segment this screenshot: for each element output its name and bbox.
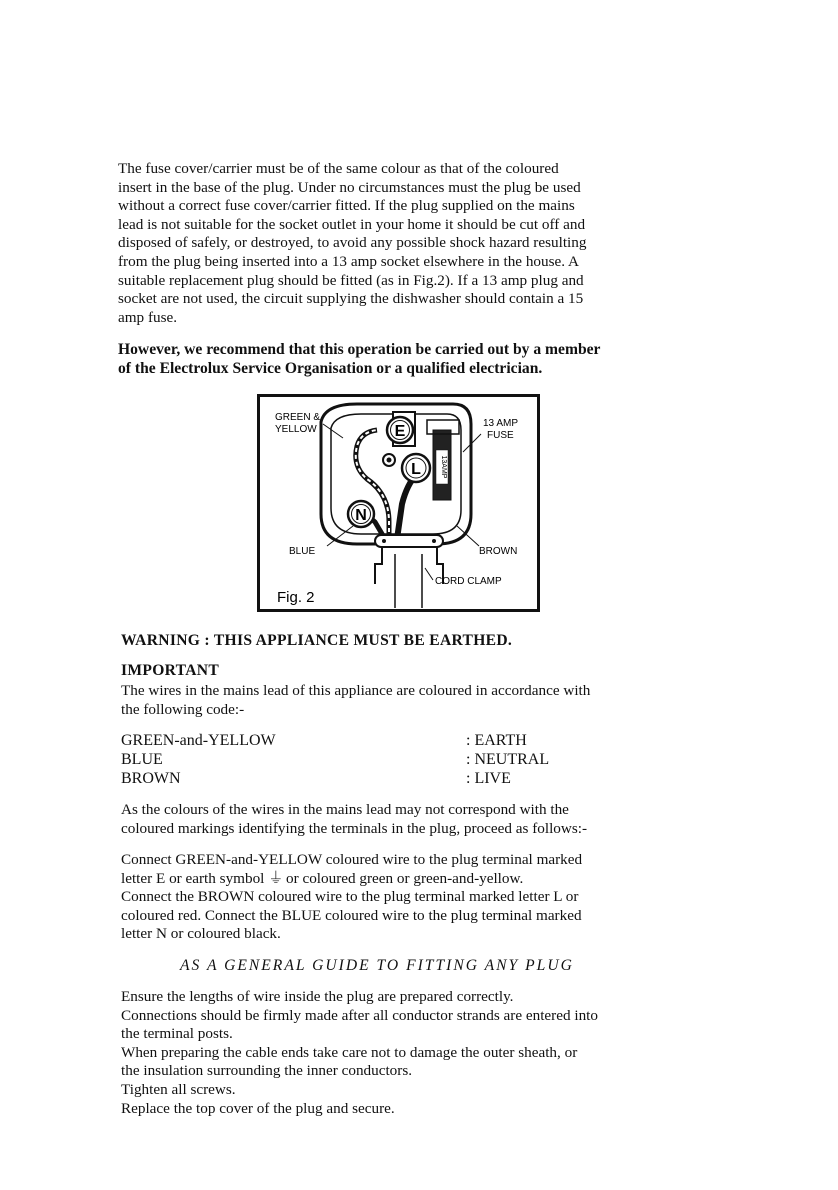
intro-paragraph: [118, 160, 688, 327]
text-line: Connections should be firmly made after all conductor strands are entered into: [121, 1006, 598, 1024]
guide-paragraph: [121, 988, 691, 1118]
terminal-e-label: E: [394, 423, 406, 440]
wire-meaning: : NEUTRAL: [466, 751, 550, 768]
text-line: the following code:-: [121, 700, 245, 718]
text-line: Replace the top cover of the plug and secure.: [121, 1099, 395, 1117]
text-line: the insulation surrounding the inner conductors.: [121, 1062, 413, 1080]
recommend-paragraph: [118, 341, 688, 378]
wire-code-table: [121, 731, 641, 788]
label-blue: BLUE: [289, 546, 316, 557]
wire-colour: GREEN-and-YELLOW: [121, 732, 276, 749]
text-line: Connect GREEN-and-YELLOW coloured wire to the plug terminal marked: [121, 851, 583, 868]
text-line: However, we recommend that this operation be carried out by a member: [118, 341, 601, 358]
label-fuse: 13 AMP: [483, 418, 519, 429]
label-green-yellow: YELLOW: [275, 424, 317, 435]
warning-heading: WARNING : THIS APPLIANCE MUST BE EARTHED.: [121, 632, 513, 649]
text-line: lead is not suitable for the socket outlet in your home it should be cut off and: [118, 215, 586, 233]
text-line: suitable replacement plug should be fitted (as in Fig.2). If a 13 amp plug and: [118, 271, 584, 289]
wire-colour: BROWN: [121, 770, 181, 787]
figure-caption: Fig. 2: [277, 589, 315, 606]
text-line: coloured markings identifying the terminals in the plug, proceed as follows:-: [121, 819, 588, 837]
fuse-text: 13AMP: [440, 455, 447, 479]
text-segment: or coloured green or green-and-yellow.: [282, 869, 524, 887]
text-line: socket are not used, the circuit supplying the dishwasher should contain a 15: [118, 290, 584, 308]
wire-meaning: : EARTH: [466, 732, 527, 749]
text-line: insert in the base of the plug. Under no circumstances must the plug be used: [118, 178, 581, 196]
text-segment: letter E or earth symbol: [121, 869, 269, 887]
guide-heading: AS A GENERAL GUIDE TO FITTING ANY PLUG: [180, 957, 574, 974]
wire-code-row: [121, 769, 641, 788]
text-line: amp fuse.: [118, 308, 178, 326]
text-line: The wires in the mains lead of this appliance are coloured in accordance with: [121, 682, 591, 699]
plug-wiring-figure: [257, 394, 540, 612]
label-brown: BROWN: [479, 546, 518, 557]
earth-symbol-icon: ⏚: [268, 869, 284, 887]
text-line: The fuse cover/carrier must be of the same colour as that of the coloured: [118, 160, 559, 177]
wire-code-row: [121, 731, 641, 750]
terminal-l-label: L: [411, 461, 421, 478]
text-line: As the colours of the wires in the mains lead may not correspond with the: [121, 801, 569, 818]
text-line: without a correct fuse cover/carrier fitted. If the plug supplied on the mains: [118, 197, 575, 215]
terminal-n-label: N: [355, 507, 367, 524]
wire-meaning: : LIVE: [466, 770, 511, 787]
text-line: the terminal posts.: [121, 1025, 233, 1043]
text-line: disposed of safely, or destroyed, to avoid any possible shock hazard resulting: [118, 234, 587, 252]
connect-paragraph: [121, 851, 691, 944]
text-line: When preparing the cable ends take care not to damage the outer sheath, or: [121, 1043, 578, 1061]
important-paragraph: [121, 682, 691, 719]
colours-paragraph: [121, 801, 691, 838]
text-line: coloured red. Connect the BLUE coloured wire to the plug terminal marked: [121, 906, 582, 924]
text-line: from the plug being inserted into a 13 amp socket elsewhere in the house. A: [118, 252, 579, 270]
text-line: Connect the BROWN coloured wire to the plug terminal marked letter L or: [121, 888, 579, 906]
wire-code-row: [121, 750, 641, 769]
wire-colour: BLUE: [121, 751, 163, 768]
text-line: [121, 870, 691, 889]
text-line: Ensure the lengths of wire inside the plug are prepared correctly.: [121, 988, 514, 1005]
text-line: letter N or coloured black.: [121, 925, 281, 943]
label-fuse: FUSE: [487, 430, 514, 441]
text-line: of the Electrolux Service Organisation or a qualified electrician.: [118, 359, 543, 377]
important-heading: IMPORTANT: [121, 662, 220, 679]
label-cord-clamp: CORD CLAMP: [435, 576, 502, 587]
label-green-yellow: GREEN &: [275, 412, 321, 423]
text-line: Tighten all screws.: [121, 1080, 236, 1098]
plug-diagram: [257, 394, 540, 612]
